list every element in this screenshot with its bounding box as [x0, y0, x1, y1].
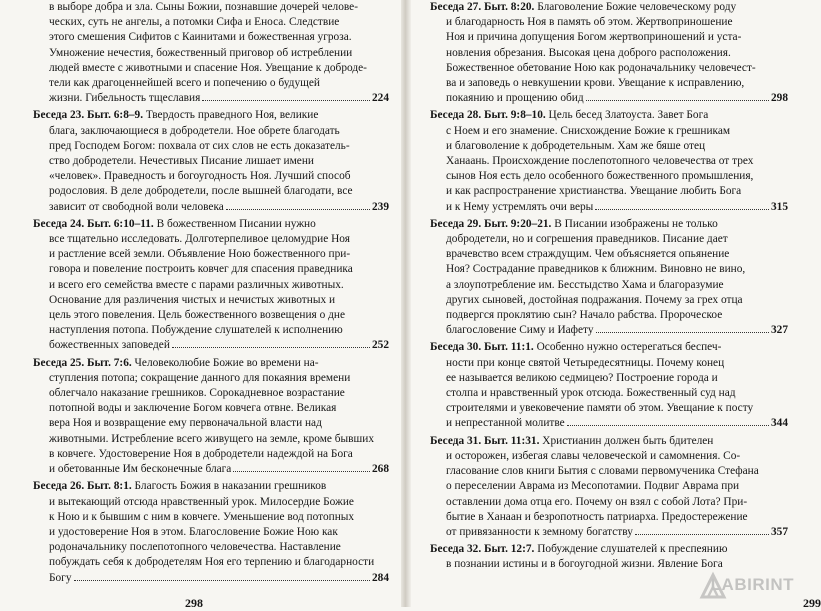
toc-line: Божественное обетование Ною как родоначальнику человечест- — [446, 61, 756, 74]
toc-line: оставлении дома отца его. Почему он взял с собой Лота? При- — [446, 495, 748, 508]
toc-heading-line: Беседа 23. Быт. 6:8–9. Твердость праведного Ноя, великие — [33, 109, 319, 122]
dot-leader — [202, 100, 370, 101]
toc-line: родоначальнику послепотопного человечества. Наставление — [49, 541, 341, 554]
toc-page-number: 239 — [371, 200, 389, 213]
dot-leader — [74, 580, 370, 581]
dot-leader — [596, 332, 769, 333]
right-page — [410, 0, 821, 610]
toc-line: все тщательно исследовать. Долготерпеливое целомудрие Ноя — [49, 233, 350, 246]
homily-heading: Беседа 24. Быт. 6:10–11. — [33, 217, 154, 230]
left-page — [0, 0, 402, 610]
toc-leader-line — [430, 91, 788, 106]
toc-heading-line: Беседа 31. Быт. 11:31. Христианин должен быть бдителен — [430, 434, 714, 447]
dot-leader — [233, 471, 370, 472]
dot-leader — [567, 425, 769, 426]
toc-line: ва и заповедь о невкушении крови. Увещание к исправлению, — [446, 77, 745, 90]
toc-line: Ханаань. Происхождение послепотопного человечества от трех — [446, 155, 754, 168]
toc-line: от привязанности к земному богатству — [446, 525, 633, 538]
toc-line: сынов Ноя есть дело особенного божественного промышления, — [446, 170, 754, 183]
toc-line: наступления потопа. Побуждение слушателей к исполнению — [49, 324, 343, 337]
toc-line: и к Нему устремлять очи веры — [446, 200, 594, 213]
toc-line: благословение Симу и Иафету — [446, 324, 594, 337]
toc-line: Ноя? Сострадание праведников к ближним. Виновно не вино, — [446, 263, 746, 276]
toc-line: и всего его семейства вместе с парами различных животных. — [49, 278, 344, 291]
toc-line: потопной воды и заключение Богом ковчега отвне. Великая — [49, 402, 337, 415]
watermark-text: LABIRINT — [710, 575, 794, 594]
toc-heading-line: Беседа 27. Быт. 8:20. Благоволение Божие человеческому роду — [430, 1, 737, 13]
toc-line: животными. Истребление всего живущего на земле, кроме бывших — [49, 432, 374, 445]
toc-line: и благоволение к добродетельным. Хам же бяше отец — [446, 139, 706, 152]
toc-page-number: 224 — [371, 92, 389, 105]
toc-entry — [430, 434, 788, 540]
homily-heading: Беседа 32. Быт. 12:7. — [430, 543, 535, 556]
toc-line: а злоупотребление им. Бесстыдство Хама и благоразумие — [446, 278, 724, 291]
toc-line: к Ною и к бывшим с ним в ковчеге. Уменьшение вод потопных — [49, 510, 355, 523]
toc-line: людей вместе с животными и спасение Ноя. Увещание к доброде- — [49, 61, 367, 74]
watermark — [698, 563, 794, 603]
toc-line: Основание для различения чистых и нечистых животных и — [49, 293, 336, 306]
toc-page-number: 268 — [371, 463, 389, 476]
toc-line: зависит от свободной воли человека — [49, 200, 224, 213]
toc-leader-line — [49, 91, 389, 106]
toc-entry — [33, 217, 389, 354]
homily-heading: Беседа 30. Быт. 11:1. — [430, 341, 534, 354]
toc-line: покаянию и прощению обид — [446, 92, 584, 105]
toc-line: побуждать себя к добродетелям Ноя его терпению и благодарности — [49, 556, 375, 569]
homily-heading: Беседа 29. Быт. 9:20–21. — [430, 217, 552, 230]
toc-page-number: 252 — [371, 339, 389, 352]
toc-page-number: 284 — [371, 571, 389, 584]
toc-line: ступления потопа; сокращение данного для покаяния времени — [49, 371, 351, 384]
homily-heading: Беседа 31. Быт. 11:31. — [430, 434, 540, 447]
toc-line: строителями и увековечение памяти об этом. Увещание к посту — [446, 402, 754, 415]
homily-heading: Беседа 28. Быт. 9:8–10. — [430, 109, 546, 122]
toc-line: с Ноем и его знамение. Снисхождение Божие к грешникам — [446, 124, 731, 137]
toc-line: в ковчеге. Удостоверение Ноя в добродетели надеждой на Бога — [49, 447, 353, 460]
page-number-left: 298 — [185, 595, 203, 610]
toc-line: ство добродетели. Нечестивых Писание лишает имени — [49, 155, 314, 168]
toc-line: ности при конце святой Четыредесятницы. Почему конец — [446, 356, 725, 369]
dot-leader — [226, 209, 370, 210]
toc-page-number: 344 — [770, 417, 788, 430]
toc-line: и осторожен, избегая славы человеческой и самомнения. Со- — [446, 449, 741, 462]
toc-page-number: 315 — [770, 200, 788, 213]
toc-line: пред Господем Богом: похвала от сих слов не есть доказатель- — [49, 139, 350, 152]
toc-page-number: 357 — [770, 525, 788, 538]
dot-leader — [586, 100, 769, 101]
toc-line: облегчало наказание грешников. Сорокадневное возрастание — [49, 387, 345, 400]
toc-line: и вытекающий отсюда нравственный урок. Милосердие Божие — [49, 495, 354, 508]
toc-line: врачевство всем страждущим. Чем объясняется опьянение — [446, 248, 730, 261]
toc-leader-line — [33, 200, 389, 215]
toc-line: ческих, суть не ангелы, а потомки Сифа и Еноса. Следствие — [49, 16, 340, 29]
toc-line: Богу — [49, 571, 72, 584]
toc-line: и как распространение христианства. Увещание любить Бога — [446, 185, 742, 198]
toc-entry — [430, 108, 788, 214]
toc-line: этого смешения Сифитов с Каинитами и божественная угроза. — [49, 31, 352, 44]
toc-line: других сыновей, достойная подражания. Почему за грех отца — [446, 293, 743, 306]
toc-page-number: 298 — [770, 92, 788, 105]
toc-entry — [430, 0, 788, 106]
toc-entry — [33, 356, 389, 478]
toc-line: блага, заключающиеся в добродетели. Ное обрете благодать — [49, 124, 340, 137]
toc-line: в выборе добра и зла. Сыны Божии, познавшие дочерей челове- — [49, 1, 358, 13]
dot-leader — [635, 534, 769, 535]
toc-leader-line — [33, 571, 389, 586]
toc-leader-line — [430, 323, 788, 338]
toc-line: подвергся проклятию сын? Начало рабства. Пророческое — [446, 309, 723, 322]
toc-heading-line: Беседа 26. Быт. 8:1. Благость Божия в наказании грешников — [33, 480, 327, 493]
toc-leader-line — [430, 416, 788, 431]
toc-line: цель этого повеления. Цель божественного возвещения о дне — [49, 309, 345, 322]
toc-heading-line: Беседа 25. Быт. 7:6. Человеколюбие Божие во времени на- — [33, 356, 319, 369]
toc-leader-line — [33, 338, 389, 353]
toc-line: ее называется великою седмицею? Построение города и — [446, 371, 718, 384]
page-number-right: 299 — [803, 595, 821, 610]
toc-line: «человек». Праведность и богоугодность Ноя. Лучший способ — [49, 170, 351, 183]
toc-line: и обетованные Им бесконечные блага — [49, 463, 232, 476]
toc-leader-line — [33, 462, 389, 477]
toc-entry — [430, 217, 788, 339]
toc-line: говора и повеление построить ковчег для спасения праведника — [49, 263, 353, 276]
toc-heading-line: Беседа 32. Быт. 12:7. Побуждение слушателей к преспеянию — [430, 543, 728, 556]
toc-line: жизни. Гибельность тщеславия — [49, 92, 201, 105]
toc-line: Ноя и причина допущения Богом жертвоприношений и уста- — [446, 31, 742, 44]
dot-leader — [172, 347, 370, 348]
homily-heading: Беседа 26. Быт. 8:1. — [33, 480, 132, 493]
toc-line: столпа и нравственный урок отсюда. Божественный суд над — [446, 387, 736, 400]
toc-heading-line: Беседа 30. Быт. 11:1. Особенно нужно остерегаться беспеч- — [430, 341, 722, 354]
homily-heading: Беседа 25. Быт. 7:6. — [33, 356, 132, 369]
toc-line: родословия. В деле добродетели, после вышней благодати, все — [49, 185, 353, 198]
toc-line: и непрестанной молитве — [446, 417, 565, 430]
dot-leader — [595, 209, 769, 210]
homily-heading: Беседа 23. Быт. 6:8–9. — [33, 109, 144, 122]
toc-line: новления обрезания. Высокая цена доброго расположения. — [446, 46, 731, 59]
toc-line: тели как драгоценнейшей всего и попечению о будущей — [49, 77, 320, 90]
toc-line: и растление всей земли. Объявление Ною божественного при- — [49, 248, 351, 261]
toc-line: гласование слов книги Бытия с словами первомученика Стефана — [446, 465, 759, 478]
toc-entry — [33, 479, 389, 585]
homily-heading: Беседа 27. Быт. 8:20. — [430, 1, 535, 13]
toc-heading-line: Беседа 24. Быт. 6:10–11. В божественном Писании нужно — [33, 217, 316, 230]
toc-heading-line: Беседа 29. Быт. 9:20–21. В Писании изображены не только — [430, 217, 718, 230]
toc-entry — [430, 340, 788, 431]
toc-line: божественных заповедей — [49, 339, 170, 352]
toc-line: бытие в Ханаан и безропотность патриарха. Предостережение — [446, 510, 748, 523]
toc-entry — [33, 108, 389, 214]
toc-leader-line — [430, 525, 788, 540]
toc-line: добродетели, но и согрешения праведников. Писание дает — [446, 233, 728, 246]
toc-line: в познании истины и в богоугодной жизни. Явление Бога — [446, 558, 723, 571]
toc-line: Умножение нечестия, божественный приговор об истреблении — [49, 46, 353, 59]
toc-leader-line — [430, 200, 788, 215]
toc-line: и благодарность Ноя в память об этом. Жертвоприношение — [446, 16, 733, 29]
toc-page-number: 327 — [770, 324, 788, 337]
toc-line: вера Ноя и возвращение ему первоначальной власти над — [49, 417, 322, 430]
toc-line: о переселении Аврама из Месопотамии. Подвиг Аврама при — [446, 480, 740, 493]
toc-line: и удостоверение Ноя в этом. Благословение Божие Ною как — [49, 525, 338, 538]
toc-entry-continuation — [33, 0, 389, 106]
toc-heading-line: Беседа 28. Быт. 9:8–10. Цель бесед Златоуста. Завет Бога — [430, 109, 709, 122]
